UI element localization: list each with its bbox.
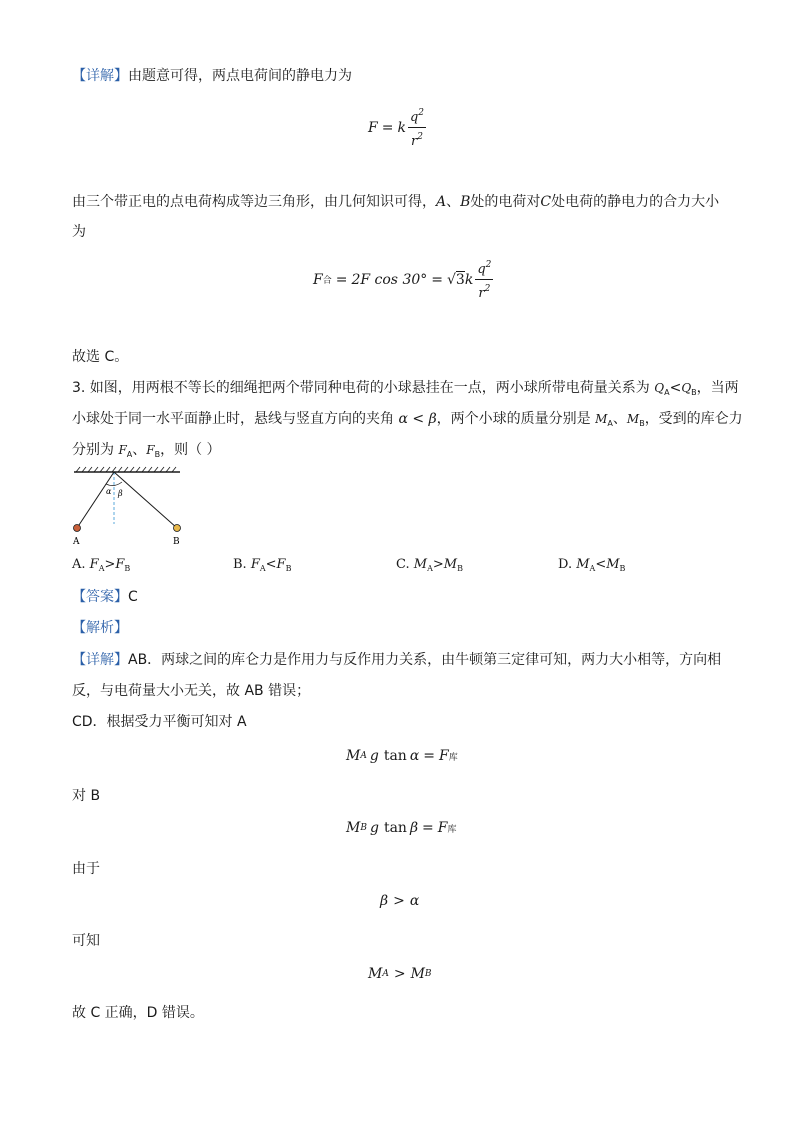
detail-paragraph-1: [72, 66, 352, 86]
f3-f-sub: 库: [448, 752, 458, 763]
f2-root: 3: [455, 272, 465, 288]
q3-sep-2: 、: [132, 442, 147, 458]
formula-fraction: [408, 104, 426, 151]
detail-line-3: [72, 712, 247, 732]
option-b-op: <: [265, 557, 277, 572]
option-b-letter: B.: [233, 557, 247, 572]
frac-num: q: [409, 110, 419, 125]
f6-b: M: [410, 966, 425, 982]
formula-balance-b: [346, 820, 457, 836]
formula-mass-compare: [368, 966, 432, 982]
string-b: [114, 472, 177, 528]
question-3-line-1: [72, 378, 739, 403]
f2-num-exp: 2: [485, 260, 492, 270]
f6-a-sub: A: [382, 969, 389, 979]
line-kezhi: [72, 931, 100, 951]
detail2-line1: AB．两球之间的库仑力是作用力与反作用力关系，由牛顿第三定律可知，两力大小相等，方向相: [128, 652, 722, 668]
ball-b: [174, 525, 181, 532]
option-d-ls: A: [589, 564, 596, 573]
p2-var-a: A: [436, 194, 447, 210]
option-c-r: M: [443, 557, 458, 572]
f6-b-sub: B: [424, 969, 432, 979]
option-d-letter: D.: [558, 557, 573, 572]
answer-line: [72, 587, 138, 607]
p2-text-a: 由三个带正电的点电荷构成等边三角形，由几何知识可得，: [72, 194, 436, 210]
detail-text: 由题意可得，两点电荷间的静电力为: [128, 68, 352, 84]
conclusion-1-text: 故选 C。: [72, 349, 129, 365]
q3-alpha: α: [398, 411, 408, 427]
option-a-ls: A: [98, 564, 105, 573]
f4-f: F: [437, 820, 448, 836]
formula-coulomb: [368, 104, 428, 151]
option-a[interactable]: [72, 557, 130, 573]
f2-lhs: F: [313, 271, 323, 288]
question-3-line-2: [72, 409, 743, 434]
f6-a: M: [368, 966, 383, 982]
f4-m-sub: B: [360, 823, 367, 833]
q3-qa-sub: A: [664, 388, 670, 397]
f2-num: q: [477, 262, 486, 277]
option-c-l: M: [413, 557, 428, 572]
f6-op: >: [393, 966, 406, 982]
f3-eq: =: [423, 748, 436, 764]
q3-text-2c: ，受到的库仑力: [644, 411, 743, 427]
f5-a: β: [380, 893, 389, 909]
option-b-rs: B: [285, 564, 292, 573]
p2-text-c: 处电荷的静电力的合力大小: [551, 194, 720, 210]
f3-m-sub: A: [360, 751, 367, 761]
frac-den-exp: 2: [417, 132, 423, 142]
p2-var-c: C: [540, 194, 552, 210]
label-a: A: [73, 537, 80, 547]
f4-tan: tan: [383, 820, 407, 836]
f4-g: g: [369, 820, 379, 836]
q3-fb-sub: B: [154, 450, 161, 459]
f4-f-sub: 库: [447, 824, 457, 835]
f4-m: M: [346, 820, 361, 836]
option-d[interactable]: [558, 557, 625, 573]
conclusion-1: [72, 347, 128, 367]
p2-sep: 、: [446, 194, 461, 210]
q3-qb: Q: [681, 381, 692, 395]
frac-num-exp: 2: [418, 108, 424, 118]
option-c-op: >: [432, 557, 444, 572]
q3-fa: F: [118, 443, 127, 457]
q3-text-b: ，当两: [696, 380, 739, 396]
f5-b: α: [409, 893, 420, 909]
detail-tag: 【详解】: [72, 68, 128, 84]
option-c-letter: C.: [396, 557, 410, 572]
answer-tag: 【答案】: [72, 589, 128, 605]
final-conclusion: [72, 1003, 204, 1023]
f2-k: k: [464, 271, 474, 288]
option-b[interactable]: [233, 557, 291, 573]
q3-lt: <: [669, 380, 682, 396]
q3-fa-sub: A: [126, 450, 133, 459]
q3-ma: M: [595, 412, 608, 426]
p2-text-b: 处的电荷对: [470, 194, 541, 210]
option-a-l: F: [89, 557, 99, 572]
ball-a: [74, 525, 81, 532]
detail-line-1: [72, 650, 721, 670]
formula-lhs: F: [368, 119, 378, 136]
detail-line-2: [72, 681, 310, 701]
option-c[interactable]: [396, 557, 463, 573]
paragraph-2-line-1: [72, 192, 719, 212]
f3-m: M: [346, 748, 361, 764]
f3-tan: tan: [383, 748, 407, 764]
formula-angle-compare: [380, 893, 419, 909]
f2-eq2: =: [431, 271, 443, 288]
frac-den: r: [410, 134, 418, 149]
final-text: 故 C 正确，D 错误。: [72, 1005, 204, 1021]
option-d-rs: B: [619, 564, 626, 573]
f2-fraction: [475, 256, 493, 303]
f2-term: 2F cos 30°: [351, 271, 428, 288]
option-a-rs: B: [124, 564, 131, 573]
question-3-line-3: [72, 440, 221, 465]
formula-balance-a: [346, 748, 458, 764]
q3-mb: M: [626, 412, 640, 426]
kezhi-text: 可知: [72, 933, 100, 949]
q3-mb-sub: B: [639, 419, 645, 428]
ceiling-hatching: [76, 467, 176, 472]
analysis-line: [72, 618, 128, 638]
analysis-tag: 【解析】: [72, 620, 128, 636]
formula-eq: =: [381, 119, 394, 136]
q3-qa: Q: [654, 381, 665, 395]
option-a-op: >: [104, 557, 116, 572]
q3-lt2: <: [407, 411, 429, 427]
f3-angle: α: [409, 748, 420, 764]
option-a-letter: A.: [72, 557, 86, 572]
q3-ma-sub: A: [607, 419, 613, 428]
f4-angle: β: [409, 820, 419, 836]
q3-sep: 、: [612, 411, 627, 427]
q3-text-3a: 分别为: [72, 442, 119, 458]
option-b-l: F: [250, 557, 260, 572]
line-youyu: [72, 859, 100, 879]
option-d-l: M: [576, 557, 590, 572]
f2-eq1: =: [335, 271, 348, 288]
q3-fb: F: [146, 443, 155, 457]
option-c-rs: B: [457, 564, 463, 573]
q3-qb-sub: B: [691, 388, 697, 397]
pendulum-figure: [70, 466, 190, 548]
q3-text-3b: ，则（ ）: [160, 442, 221, 458]
p2-var-b: B: [460, 194, 471, 210]
option-d-r: M: [606, 557, 620, 572]
alpha-label: α: [106, 487, 112, 496]
sqrt-sign: √: [447, 271, 456, 288]
q3-beta: β: [428, 411, 437, 427]
answer-value: C: [128, 589, 138, 605]
f4-eq: =: [422, 820, 434, 836]
option-a-r: F: [115, 557, 125, 572]
detail2-line3: CD．根据受力平衡可知对 A: [72, 714, 247, 730]
p2-text-line2: 为: [72, 224, 86, 240]
string-a: [77, 472, 114, 528]
f2-den-exp: 2: [484, 284, 491, 294]
formula-k: k: [397, 119, 406, 136]
option-d-op: <: [595, 557, 607, 572]
option-c-ls: A: [427, 564, 433, 573]
f3-g: g: [369, 748, 379, 764]
beta-label: β: [118, 489, 123, 498]
f2-lhs-sub: 合: [322, 276, 332, 286]
label-b: B: [173, 537, 180, 547]
dui-b-text: 对 B: [72, 788, 101, 804]
f3-f: F: [439, 748, 449, 764]
detail2-line2: 反，与电荷量大小无关，故 AB 错误；: [72, 683, 311, 699]
option-b-r: F: [276, 557, 286, 572]
line-dui-b: [72, 786, 100, 806]
youyu-text: 由于: [72, 861, 100, 877]
f2-den: r: [478, 286, 485, 301]
f5-op: >: [393, 893, 405, 909]
paragraph-2-line-2: [72, 222, 86, 242]
detail2-tag: 【详解】: [72, 652, 128, 668]
option-b-ls: A: [259, 564, 266, 573]
q3-text-2b: ，两个小球的质量分别是: [436, 411, 596, 427]
q3-text-2a: 小球处于同一水平面静止时，悬线与竖直方向的夹角: [72, 411, 399, 427]
q3-text-a: 3. 如图，用两根不等长的细绳把两个带同种电荷的小球悬挂在一点，两小球所带电荷量关系为: [72, 380, 655, 396]
formula-resultant: [313, 256, 495, 303]
